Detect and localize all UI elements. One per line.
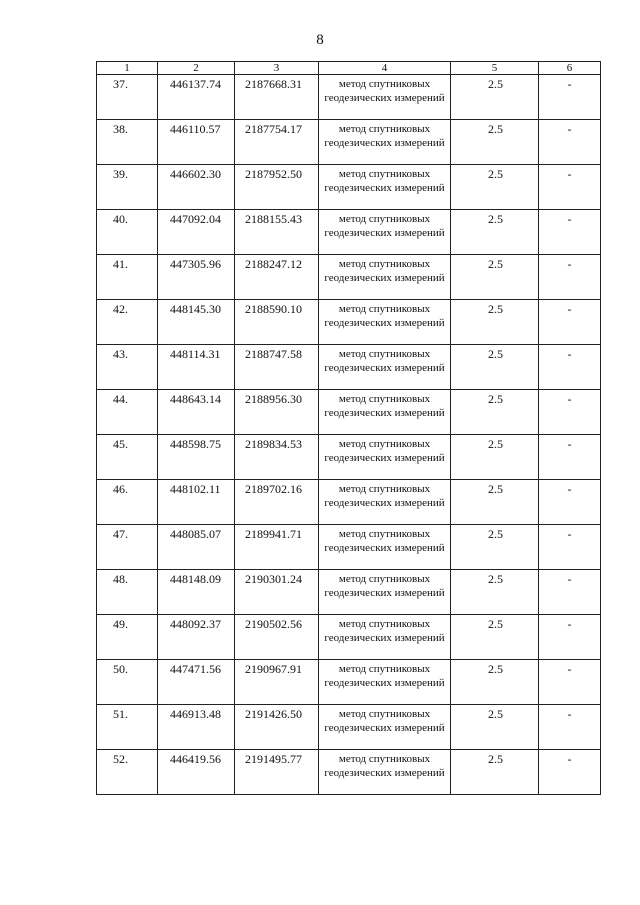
- accuracy-cell: 2.5: [451, 390, 539, 435]
- accuracy-cell: 2.5: [451, 120, 539, 165]
- x-coordinate-cell: 446913.48: [158, 705, 235, 750]
- note-cell: -: [539, 345, 601, 390]
- column-header-3: 3: [235, 62, 319, 75]
- accuracy-cell: 2.5: [451, 345, 539, 390]
- note-cell: -: [539, 525, 601, 570]
- point-number-cell: 46.: [97, 480, 158, 525]
- note-cell: -: [539, 615, 601, 660]
- accuracy-cell: 2.5: [451, 615, 539, 660]
- y-coordinate-cell: 2187952.50: [235, 165, 319, 210]
- y-coordinate-cell: 2187668.31: [235, 75, 319, 120]
- y-coordinate-cell: 2191426.50: [235, 705, 319, 750]
- column-header-2: 2: [158, 62, 235, 75]
- table-row: [97, 660, 601, 705]
- accuracy-cell: 2.5: [451, 525, 539, 570]
- x-coordinate-cell: 446110.57: [158, 120, 235, 165]
- accuracy-cell: 2.5: [451, 255, 539, 300]
- table-header: [97, 62, 601, 75]
- table-row: [97, 390, 601, 435]
- x-coordinate-cell: 447092.04: [158, 210, 235, 255]
- y-coordinate-cell: 2188590.10: [235, 300, 319, 345]
- column-header-1: 1: [97, 62, 158, 75]
- column-header-4: 4: [319, 62, 451, 75]
- y-coordinate-cell: 2189834.53: [235, 435, 319, 480]
- point-number-cell: 40.: [97, 210, 158, 255]
- y-coordinate-cell: 2188247.12: [235, 255, 319, 300]
- method-cell: метод спутниковых геодезических измерений: [319, 750, 451, 795]
- y-coordinate-cell: 2187754.17: [235, 120, 319, 165]
- x-coordinate-cell: 448092.37: [158, 615, 235, 660]
- accuracy-cell: 2.5: [451, 660, 539, 705]
- y-coordinate-cell: 2190301.24: [235, 570, 319, 615]
- method-cell: метод спутниковых геодезических измерений: [319, 75, 451, 120]
- point-number-cell: 50.: [97, 660, 158, 705]
- point-number-cell: 47.: [97, 525, 158, 570]
- x-coordinate-cell: 448643.14: [158, 390, 235, 435]
- method-cell: метод спутниковых геодезических измерений: [319, 345, 451, 390]
- point-number-cell: 39.: [97, 165, 158, 210]
- accuracy-cell: 2.5: [451, 210, 539, 255]
- note-cell: -: [539, 570, 601, 615]
- method-cell: метод спутниковых геодезических измерений: [319, 480, 451, 525]
- x-coordinate-cell: 447305.96: [158, 255, 235, 300]
- table-row: [97, 480, 601, 525]
- note-cell: -: [539, 210, 601, 255]
- y-coordinate-cell: 2191495.77: [235, 750, 319, 795]
- method-cell: метод спутниковых геодезических измерений: [319, 570, 451, 615]
- table-row: [97, 165, 601, 210]
- accuracy-cell: 2.5: [451, 705, 539, 750]
- accuracy-cell: 2.5: [451, 435, 539, 480]
- method-cell: метод спутниковых геодезических измерений: [319, 615, 451, 660]
- point-number-cell: 48.: [97, 570, 158, 615]
- point-number-cell: 49.: [97, 615, 158, 660]
- table-body: [97, 75, 601, 795]
- x-coordinate-cell: 448148.09: [158, 570, 235, 615]
- note-cell: -: [539, 165, 601, 210]
- x-coordinate-cell: 446137.74: [158, 75, 235, 120]
- table-row: [97, 615, 601, 660]
- y-coordinate-cell: 2190967.91: [235, 660, 319, 705]
- y-coordinate-cell: 2188747.58: [235, 345, 319, 390]
- table-row: [97, 75, 601, 120]
- page-number: 8: [316, 32, 324, 48]
- method-cell: метод спутниковых геодезических измерений: [319, 660, 451, 705]
- point-number-cell: 44.: [97, 390, 158, 435]
- point-number-cell: 51.: [97, 705, 158, 750]
- method-cell: метод спутниковых геодезических измерений: [319, 705, 451, 750]
- accuracy-cell: 2.5: [451, 300, 539, 345]
- note-cell: -: [539, 750, 601, 795]
- method-cell: метод спутниковых геодезических измерений: [319, 390, 451, 435]
- table-row: [97, 750, 601, 795]
- accuracy-cell: 2.5: [451, 480, 539, 525]
- point-number-cell: 38.: [97, 120, 158, 165]
- x-coordinate-cell: 448102.11: [158, 480, 235, 525]
- x-coordinate-cell: 446602.30: [158, 165, 235, 210]
- table-row: [97, 120, 601, 165]
- x-coordinate-cell: 448085.07: [158, 525, 235, 570]
- accuracy-cell: 2.5: [451, 570, 539, 615]
- x-coordinate-cell: 447471.56: [158, 660, 235, 705]
- note-cell: -: [539, 480, 601, 525]
- table-row: [97, 705, 601, 750]
- point-number-cell: 42.: [97, 300, 158, 345]
- note-cell: -: [539, 75, 601, 120]
- table-row: [97, 435, 601, 480]
- y-coordinate-cell: 2188155.43: [235, 210, 319, 255]
- method-cell: метод спутниковых геодезических измерений: [319, 435, 451, 480]
- header-row: [97, 62, 601, 75]
- point-number-cell: 43.: [97, 345, 158, 390]
- y-coordinate-cell: 2188956.30: [235, 390, 319, 435]
- x-coordinate-cell: 448145.30: [158, 300, 235, 345]
- note-cell: -: [539, 705, 601, 750]
- column-header-5: 5: [451, 62, 539, 75]
- point-number-cell: 41.: [97, 255, 158, 300]
- note-cell: -: [539, 255, 601, 300]
- table-row: [97, 300, 601, 345]
- point-number-cell: 45.: [97, 435, 158, 480]
- y-coordinate-cell: 2189941.71: [235, 525, 319, 570]
- note-cell: -: [539, 660, 601, 705]
- point-number-cell: 52.: [97, 750, 158, 795]
- x-coordinate-cell: 448598.75: [158, 435, 235, 480]
- accuracy-cell: 2.5: [451, 165, 539, 210]
- table-row: [97, 255, 601, 300]
- method-cell: метод спутниковых геодезических измерений: [319, 165, 451, 210]
- note-cell: -: [539, 120, 601, 165]
- accuracy-cell: 2.5: [451, 750, 539, 795]
- y-coordinate-cell: 2189702.16: [235, 480, 319, 525]
- table-row: [97, 525, 601, 570]
- table-row: [97, 345, 601, 390]
- x-coordinate-cell: 446419.56: [158, 750, 235, 795]
- y-coordinate-cell: 2190502.56: [235, 615, 319, 660]
- coordinates-table: [96, 61, 601, 795]
- note-cell: -: [539, 390, 601, 435]
- method-cell: метод спутниковых геодезических измерений: [319, 255, 451, 300]
- table-row: [97, 210, 601, 255]
- note-cell: -: [539, 435, 601, 480]
- column-header-6: 6: [539, 62, 601, 75]
- x-coordinate-cell: 448114.31: [158, 345, 235, 390]
- accuracy-cell: 2.5: [451, 75, 539, 120]
- method-cell: метод спутниковых геодезических измерений: [319, 120, 451, 165]
- method-cell: метод спутниковых геодезических измерений: [319, 210, 451, 255]
- note-cell: -: [539, 300, 601, 345]
- method-cell: метод спутниковых геодезических измерений: [319, 300, 451, 345]
- method-cell: метод спутниковых геодезических измерений: [319, 525, 451, 570]
- point-number-cell: 37.: [97, 75, 158, 120]
- table-row: [97, 570, 601, 615]
